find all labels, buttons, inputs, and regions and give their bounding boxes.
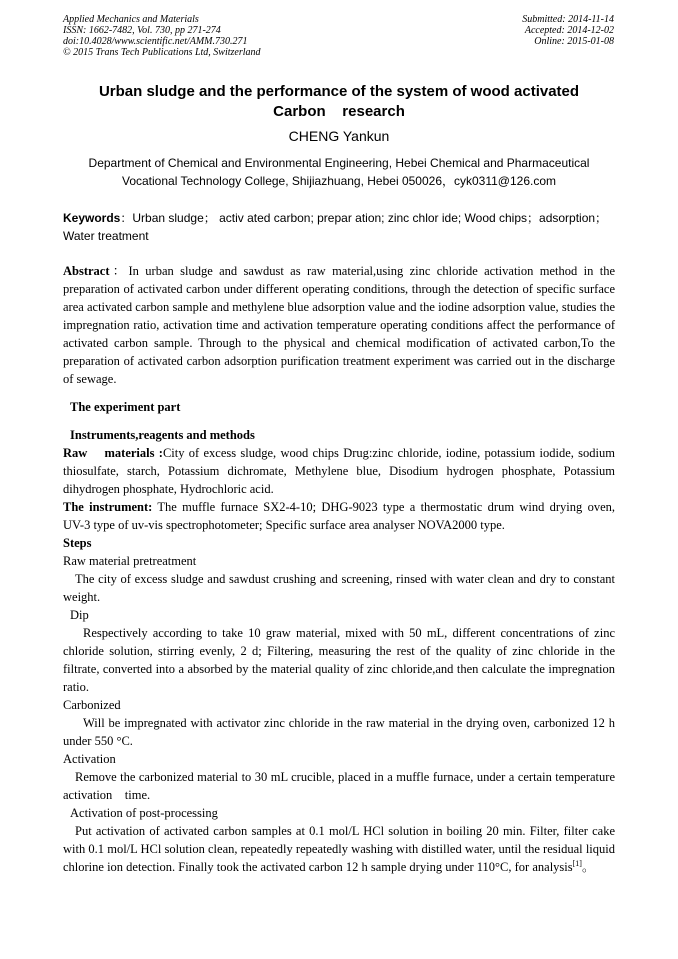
author-name: CHENG Yankun xyxy=(288,128,390,144)
post-processing-end: 。 xyxy=(581,860,595,874)
abstract-label: Abstract xyxy=(63,264,110,278)
steps-heading: Steps xyxy=(63,536,92,550)
section-heading-experiment: The experiment part xyxy=(70,400,181,414)
issn-line: ISSN: 1662-7482, Vol. 730, pp 271-274 xyxy=(63,25,221,36)
pretreatment-heading: Raw material pretreatment xyxy=(63,554,197,568)
post-processing-text: Put activation of activated carbon samples at 0.1 mol/L HCl solution in boiling 20 min. Filter, filter cake with 0.1 mol/L HCl solution clean, repeatedly repeatedly washing with distilled water, until the residual liquid chlorine ion detection. Finally took the activated carbon 12 h sample drying under 110°C, for analysis xyxy=(63,824,615,874)
title-line-2: Carbon research xyxy=(273,103,405,120)
activation-text: Remove the carbonized material to 30 mL crucible, placed in a muffle furnace, under a certain temperature activation time. xyxy=(63,770,619,802)
affiliation xyxy=(63,154,615,190)
doi-line: doi:10.4028/www.scientific.net/AMM.730.271 xyxy=(63,36,248,47)
keywords-label: Keywords xyxy=(63,211,121,225)
instrument-label: The instrument: xyxy=(63,500,153,514)
raw-materials-paragraph xyxy=(63,444,615,498)
dip-heading: Dip xyxy=(70,608,89,622)
instrument-text: The muffle furnace SX2-4-10; DHG-9023 type a thermostatic drum wind drying oven, UV-3 type of uv-vis spectrophotometer; Specific surface area analyser NOVA2000 type. xyxy=(63,500,628,532)
copyright-line: © 2015 Trans Tech Publications Ltd, Switzerland xyxy=(63,47,261,58)
citation-ref: [1] xyxy=(572,858,582,868)
dip-text: Respectively according to take 10 graw material, mixed with 50 mL, different concentrations of zinc chloride solution, stirring evenly, 2 d; Filtering, measuring the rest of the quality of zinc chloride in the filtrate, converted into a absorbed by the material quality of zinc chloride,and then calculate the impregnation ratio. xyxy=(63,626,615,694)
carbonized-text: Will be impregnated with activator zinc chloride in the raw material in the drying oven, carbonized 12 h under 550 °C. xyxy=(63,716,615,748)
section-heading-instruments: Instruments,reagents and methods xyxy=(70,428,255,442)
submitted-date: Submitted: 2014-11-14 xyxy=(522,14,614,25)
activation-heading: Activation xyxy=(63,752,116,766)
online-date: Online: 2015-01-08 xyxy=(534,36,614,47)
abstract-text: ：In urban sludge and sawdust as raw material,using zinc chloride activation method in the preparation of activated carbon under different operating conditions, through the detection of specific surface area activated carbon sample and methylene blue adsorption value and the iodine adsorption value, studies the impregnation ratio, activation time and activation temperature operating conditions affect the performance of activated carbon sample. Through to the physical and chemical modification of activated carbon,To the preparation of activated carbon adsorption purification treatment experiment was carried out in the discharge of sewage. xyxy=(63,264,615,386)
affiliation-line-1: Department of Chemical and Environmental Engineering, Hebei Chemical and Pharmaceutical xyxy=(88,156,590,170)
carbonized-heading: Carbonized xyxy=(63,698,121,712)
affiliation-line-2: Vocational Technology College, Shijiazhuang, Hebei 050026，cyk0311@126.com xyxy=(121,174,557,188)
main-text xyxy=(63,398,628,876)
pretreatment-text: The city of excess sludge and sawdust crushing and screening, rinsed with water clean and dry to constant weight. xyxy=(63,572,615,604)
title-line-1: Urban sludge and the performance of the system of wood activated xyxy=(98,83,580,100)
accepted-date: Accepted: 2014-12-02 xyxy=(524,25,614,36)
journal-name: Applied Mechanics and Materials xyxy=(63,14,199,25)
post-processing-heading: Activation of post-processing xyxy=(70,806,218,820)
raw-materials-text: City of excess sludge, wood chips Drug:zinc chloride, iodine, potassium iodide, sodium thiosulfate, starch, Potassium dichromate, Methylene blue, Disodium hydrogen phosphate, Potassium dihydrogen phosphate, Hydrochloric acid. xyxy=(63,446,615,496)
keywords xyxy=(63,209,615,245)
dates-header xyxy=(522,14,614,47)
abstract xyxy=(63,262,615,388)
post-processing-paragraph xyxy=(63,822,615,876)
journal-header xyxy=(63,14,261,58)
keywords-text: ：Urban sludge； activ ated carbon; prepar ation; zinc chlor ide; Wood chips；adsorption；Water treatment xyxy=(63,211,608,243)
paper-title xyxy=(63,82,615,122)
instrument-paragraph xyxy=(63,498,628,534)
raw-materials-label: Raw materials : xyxy=(63,446,163,460)
